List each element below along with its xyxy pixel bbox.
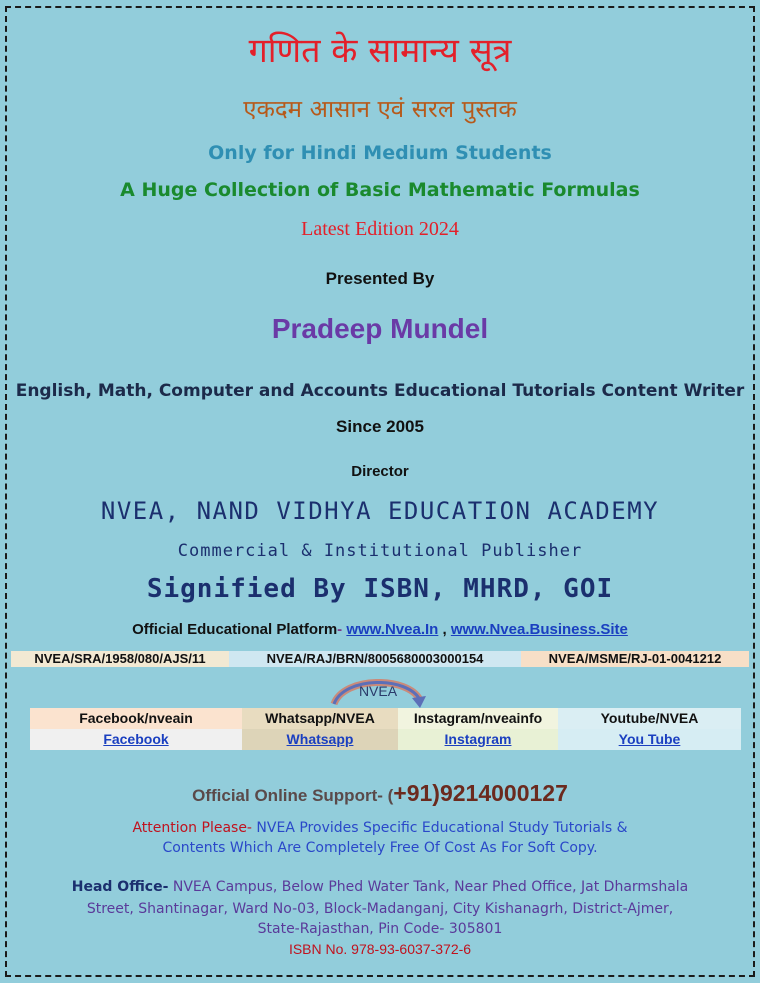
audience-note: Only for Hindi Medium Students xyxy=(208,142,552,164)
registration-bar xyxy=(11,651,749,667)
registration-number: NVEA/SRA/1958/080/AJS/11 xyxy=(11,651,229,667)
social-column-whatsapp xyxy=(242,708,398,750)
signified-label: Signified By ISBN, MHRD, GOI xyxy=(146,574,614,604)
support-phone: +91)9214000127 xyxy=(393,780,568,806)
nvea-badge-label: NVEA xyxy=(358,683,398,699)
platform-comma: , xyxy=(438,621,451,638)
attention-text-2: Contents Which Are Completely Free Of Cost As For Soft Copy. xyxy=(162,840,598,856)
support-line xyxy=(0,780,760,807)
social-links-table xyxy=(30,708,741,750)
instagram-handle: Instagram/nveainfo xyxy=(398,708,558,729)
isbn-number: ISBN No. 978-93-6037-372-6 xyxy=(288,941,472,957)
platform-line xyxy=(0,621,760,638)
platform-label: Official Educational Platform xyxy=(132,621,338,638)
facebook-handle: Facebook/nveain xyxy=(30,708,242,729)
registration-number: NVEA/MSME/RJ-01-0041212 xyxy=(521,651,749,667)
address-text-3: State-Rajasthan, Pin Code- 305801 xyxy=(257,921,503,937)
book-subtitle: एकदम आसान एवं सरल पुस्तक xyxy=(243,95,517,123)
youtube-link[interactable]: You Tube xyxy=(558,729,741,750)
address-line-1 xyxy=(0,879,760,895)
presented-by-label: Presented By xyxy=(325,269,435,288)
director-label: Director xyxy=(351,463,409,480)
registration-number: NVEA/RAJ/BRN/8005680003000154 xyxy=(229,651,521,667)
platform-dash: - xyxy=(337,621,347,638)
academy-name: NVEA, NAND VIDHYA EDUCATION ACADEMY xyxy=(100,497,660,525)
edition-label: Latest Edition 2024 xyxy=(301,218,459,240)
facebook-link[interactable]: Facebook xyxy=(30,729,242,750)
whatsapp-link[interactable]: Whatsapp xyxy=(242,729,398,750)
collection-note: A Huge Collection of Basic Mathematic Formulas xyxy=(120,179,640,201)
social-column-facebook xyxy=(30,708,242,750)
publisher-label: Commercial & Institutional Publisher xyxy=(177,541,583,561)
youtube-handle: Youtube/NVEA xyxy=(558,708,741,729)
attention-label: Attention Please- xyxy=(132,820,252,836)
nvea-arrow-icon xyxy=(328,674,428,708)
attention-text-1: NVEA Provides Specific Educational Study Tutorials & xyxy=(251,820,628,836)
support-label: Official Online Support- ( xyxy=(192,786,394,805)
attention-line-1 xyxy=(0,820,760,836)
author-name: Pradeep Mundel xyxy=(271,313,489,344)
address-text-1: NVEA Campus, Below Phed Water Tank, Near Phed Office, Jat Dharmshala xyxy=(168,879,689,895)
instagram-link[interactable]: Instagram xyxy=(398,729,558,750)
social-column-youtube xyxy=(558,708,741,750)
since-label: Since 2005 xyxy=(336,417,424,436)
whatsapp-handle: Whatsapp/NVEA xyxy=(242,708,398,729)
book-title: गणित के सामान्य सूत्र xyxy=(248,31,512,71)
website-link-business-site[interactable]: www.Nvea.Business.Site xyxy=(450,621,628,638)
social-column-instagram xyxy=(398,708,558,750)
head-office-label: Head Office- xyxy=(71,879,169,895)
address-text-2: Street, Shantinagar, Ward No-03, Block-Madanganj, City Kishanagrh, District-Ajmer, xyxy=(86,901,674,917)
website-link-nvea-in[interactable]: www.Nvea.In xyxy=(346,621,439,638)
author-tagline: English, Math, Computer and Accounts Educational Tutorials Content Writer xyxy=(15,381,745,401)
